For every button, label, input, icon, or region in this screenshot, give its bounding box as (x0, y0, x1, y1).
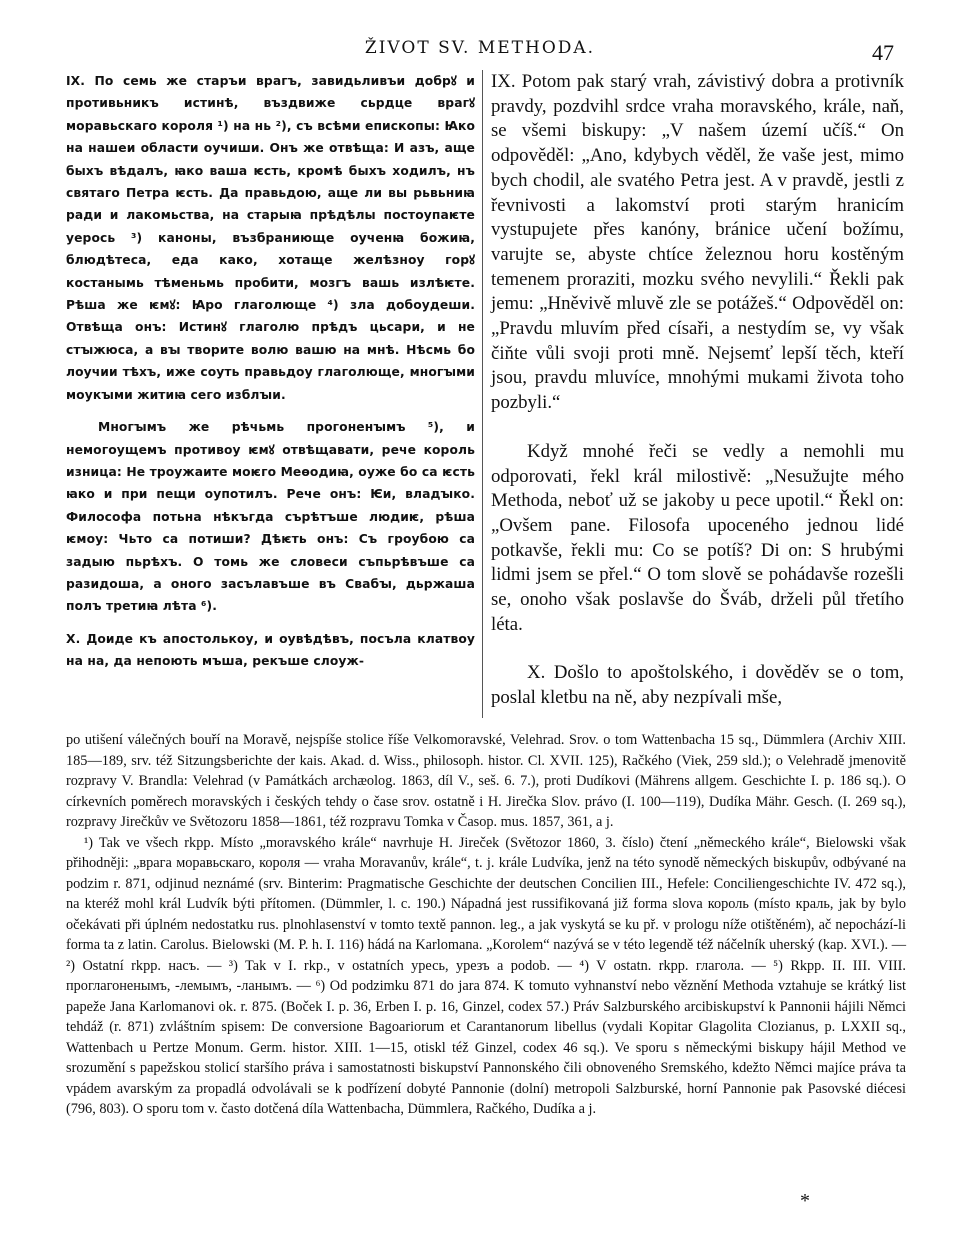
running-title: ŽIVOT SV. METHODA. (364, 38, 596, 58)
column-divider (482, 70, 483, 718)
czech-paragraph-ix-cont: Když mnohé řeči se vedly a nemohli mu odporovati, řekl král milostivě: „Nesužujte mého Methoda, neboť už se jakoby u pece upotil.“ Řekl on: „Ovšem pane. Filosofa upoceného jednou lidé potkavše, řekli mu: Co se potíš? Di on: S hrubými lidmi jsem se přel.“ O tom slově se pohádavše rozešli se, onoho však poslavše do Šváb, drželi půl třetího léta. (491, 440, 904, 635)
footnote-continuation: po utišení válečných bouří na Moravě, nejspíše stolice říše Velkomoravské, Velehrad. Srov. o tom Wattenbacha 15 sq., Dümmlera (Archiv XIII. 185—189, srv. též Sitzungsberichte der kais. Akad. d. Wiss., philosoph. histor. Cl. XVII. 125), Račkého (Viek, 259 sld.); o Velehradě jmenovitě rozpravy V. Brandla: Velehrad (v Památkách archæolog. 1863, díl V., seš. 6. 7.), proti Dudíkovi (Mährens allgem. Geschichte I. p. 186 sq.). O církevních poměrech moravských i českých tehdy o čase srov. ostatně i H. Jirečka Slov. právo (I. 100—119), Dudíka Mähr. Gesch. (I. 269 sq.), rozpravy Jirečkův ve Světozoru 1858—1861, též rozpravu Tomka v Časop. mus. 1857, 361, a j. (66, 732, 906, 830)
page-header (0, 38, 960, 65)
signature-mark: * (800, 1190, 810, 1212)
footnote-notes: ¹) Tak ve všech rkpp. Místo „moravského krále“ navrhuje H. Jireček (Světozor 1860, 3. číslo) čtení „německého krále“, Bielowski však přihodněji: „врага моравьскаго, короля — vraha Moravanův, krále“, t. j. krále Ludvíka, jenž na této synodě německých biskupův, odbývané na podzim r. 871, odjinud neznámé (srv. Binterim: Pragmatische Geschichte der deutschen Concilien III., Hefele: Conciliengeschichte IV. 472 sq.), na kteréž mohl král Ludvík býti přítomen. (Dümmler, l. c. 190.) Nápadná jest russifikovaná již forma slova король (místo краль, jak by bylo očekávati při úplném nedostatku rus. plnohlasenství v tomto textě pannon. leg., a jak vyskytá se ku př. v prologu níže otištěném), ač nepochází-li forma ta z latin. Carolus. Bielowski (M. P. h. I. 116) hádá na Karlomana. „Korolem“ nazývá se v této legendě též náčelník uherský (kap. XVI.). — ²) Ostatní rkpp. насъ. — ³) Tak v I. rkp., v ostatních уресь, урезъ a podob. — ⁴) V ostatn. rkpp. глагола. — ⁵) Rkpp. II. III. VIII. проглагоненымъ, -лемымъ, -ланымъ. — ⁶) Od podzimku 871 do jara 874. K tomuto vyhnanství nebo věznění Methoda vztahuje se krátký list papeže Jana Karlomanovi ok. r. 875. (Boček I. p. 36, Erben I. p. 16, Ginzel, codex 57.) Práv Salzburského arcibiskupství k Pannonii hájili Němci tehdáž (r. 871) zvláštním spisem: De conversione Bagoariorum et Carantanorum libellus (vydali Kopitar Glagolita Clozianus, p. LXXII sq., Wattenbach u Pertze Monum. Germ. histor. XIII. 1—15, otiskl též Ginzel, codex 46 sq.). Ve sporu s německými biskupy hájil Method ve srozumění s papežskou stolicí staršího práva i samostatnosti biskupství Pannonského čili obnoveného Sremského, kdežto Němci majíce práva ta vpádem avarským za propadlá odvolávali se k podřízení dobyté Pannonie (dolní) metropoli Salzburské, horní Pannonie pak Pasovské diécesi (796, 803). O sporu tom v. často dotčená díla Wattenbacha, Dümmlera, Račkého, Dudíka a j. (66, 834, 906, 1117)
slavonic-paragraph-ix: IX. По семь же старъи врагъ, завидьливъи добрꙋ и противьникъ истинѣ, въздвиже сьрдце врагꙋ моравьскаго короля ¹) на нь ²), съ всѣми епископы: Ꙗко на нашеи области оучиши. Онъ же отвѣща: И азъ, аще быхъ вѣдалъ, ꙗко ваша ѥсть, кромѣ быхъ ходилъ, нъ святаго Петра ѥсть. Да правьдою, аще ли вы рьвьниꙗ ради и лакомьства, на старыꙗ прѣдѣлы постоупаѥте уерось ³) каноны, възбраниюще оученꙗ божиꙗ, блюдѣтеса, еда како, хотаще желѣзноу горꙋ костанымь тѣменьмь пробити, мозгъ вашь излѣѥте. Рѣша же ѥмꙋ: Ꙗро глаголюще ⁴) зла добоудеши. Отвѣща онъ: Истинꙋ глаголю прѣдъ цьсари, и не стꙑжюса, а вꙑ творите волю вашю на мнѣ. Нѣсмь бо лоучии тѣхъ, иже соуть правьдоу глаголюще, многꙑми моукꙑми житиꙗ сего изблꙑи. (66, 74, 475, 402)
footnotes (66, 730, 906, 1120)
czech-paragraph-ix: IX. Potom pak starý vrah, závistivý dobra a protivník pravdy, pozdvihl srdce vraha moravského, krále, naň, se všemi biskupy: „V našem území učíš.“ On odpověděl: „Ano, kdybych věděl, že vaše jest, mimo bych chodil, ale svatého Petra jest. A v pravdě, jestli z řevnivosti a lakomství proti starým hranicím vystupujete přes kanóny, bránice učení božímu, varujte se, abyste chtíce železnou horu kostěným temenem proraziti, mozku svého nevylili.“ Řekli pak jemu: „Hněvivě mluvě zle se potážeš.“ Odpověděl on: „Pravdu mluvím před císaři, a nestydím se, vy však čiňte vůli svoji proti mně. Nejsemť lepší těch, kteří jsou, pravdu mluvíce, mnohými mukami života toho pozbyli.“ (491, 71, 904, 414)
czech-paragraph-x: X. Došlo to apoštolského, i dověděv se o tom, poslal kletbu na ně, aby nezpívali mše, (491, 662, 904, 709)
slavonic-paragraph-ix-cont: Многꙑмъ же рѣчьмь прогоненꙑмъ ⁵), и немогоущемъ противоу ѥмꙋ отвѣщавати, рече король изница: Не троужаите моѥго Меѳодиꙗ, оуже бо са ѥсть ꙗко и при пещи оупотилъ. Рече онъ: Ѥи, владꙑко. Философа потьна нѣкъгда сърѣтъше людиѥ, рѣша ѥмоу: Чьто са потиши? Дѣѥть онъ: Съ гроубою са задыю пьрѣхъ. О томь же словеси съпьрѣвъше са разидоша, а оного засълавъше въ Свабꙑ, дьржаша полъ третиꙗ лѣта ⁶). (66, 420, 475, 614)
page-number: 47 (872, 40, 894, 65)
two-column-text (66, 70, 904, 726)
church-slavonic-column (66, 70, 475, 683)
czech-translation-column (491, 70, 904, 735)
slavonic-paragraph-x: X. Доиде къ апостолькоу, и оувѣдѣвъ, посъла клатвоу на на, да непоють мъша, рекъше слоуж- (66, 631, 475, 669)
